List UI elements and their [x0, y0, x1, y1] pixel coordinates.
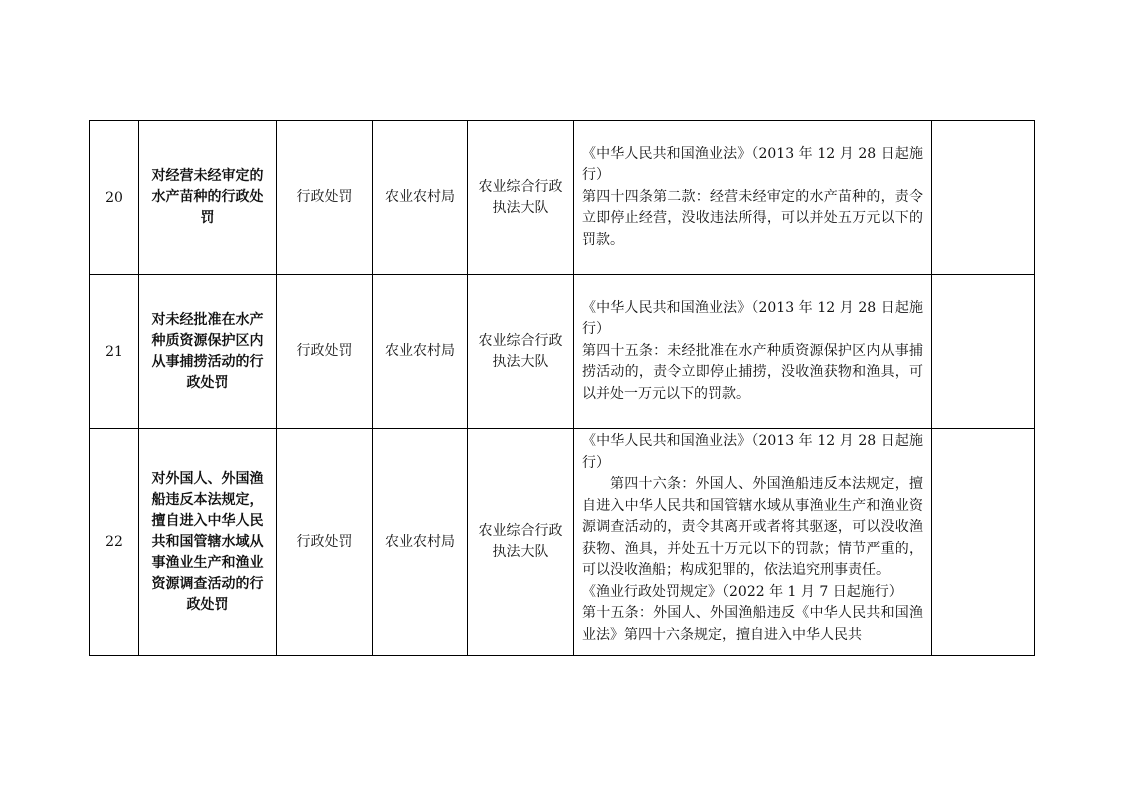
row-number: 22 — [90, 429, 139, 656]
table-row — [90, 275, 1035, 429]
item-name: 对未经批准在水产种质资源保护区内从事捕捞活动的行政处罚 — [139, 275, 277, 429]
enforcement-table — [89, 120, 1035, 656]
table-row — [90, 121, 1035, 275]
basis-law-title: 《中华人民共和国渔业法》（2013 年 12 月 28 日起施行） — [582, 145, 923, 184]
executor: 农业综合行政执法大队 — [468, 429, 574, 656]
remark — [932, 429, 1035, 656]
basis-regulation-article: 第十五条：外国人、外国渔船违反《中华人民共和国渔业法》第四十六条规定，擅自进入中华人民共 — [582, 605, 923, 643]
item-name: 对外国人、外国渔船违反本法规定，擅自进入中华人民共和国管辖水域从事渔业生产和渔业资源调查活动的行政处罚 — [139, 429, 277, 656]
table-row — [90, 429, 1035, 656]
basis-law-title: 《中华人民共和国渔业法》（2013 年 12 月 28 日起施行） — [582, 433, 923, 471]
item-type: 行政处罚 — [277, 429, 373, 656]
basis-regulation-title: 《渔业行政处罚规定》（2022 年 1 月 7 日起施行） — [582, 583, 903, 600]
basis-article: 第四十五条：未经批准在水产种质资源保护区内从事捕捞活动的，责令立即停止捕捞，没收渔获物和渔具，可以并处一万元以下的罚款。 — [582, 342, 923, 402]
item-type: 行政处罚 — [277, 121, 373, 275]
remark — [932, 275, 1035, 429]
basis-article: 第四十六条：外国人、外国渔船违反本法规定，擅自进入中华人民共和国管辖水域从事渔业生产和渔业资源调查活动的，责令其离开或者将其驱逐，可以没收渔获物、渔具，并处五十万元以下的罚款；情节严重的，可以没收渔船；构成犯罪的，依法追究刑事责任。 — [582, 476, 923, 578]
basis-article: 第四十四条第二款：经营未经审定的水产苗种的，责令立即停止经营，没收违法所得，可以并处五万元以下的罚款。 — [582, 188, 923, 248]
legal-basis — [574, 275, 932, 429]
row-number: 21 — [90, 275, 139, 429]
row-number: 20 — [90, 121, 139, 275]
legal-basis — [574, 121, 932, 275]
executor: 农业综合行政执法大队 — [468, 275, 574, 429]
remark — [932, 121, 1035, 275]
item-name: 对经营未经审定的水产苗种的行政处罚 — [139, 121, 277, 275]
basis-law-title: 《中华人民共和国渔业法》（2013 年 12 月 28 日起施行） — [582, 299, 923, 338]
department: 农业农村局 — [373, 121, 468, 275]
department: 农业农村局 — [373, 275, 468, 429]
legal-basis — [574, 429, 932, 656]
item-type: 行政处罚 — [277, 275, 373, 429]
department: 农业农村局 — [373, 429, 468, 656]
executor: 农业综合行政执法大队 — [468, 121, 574, 275]
